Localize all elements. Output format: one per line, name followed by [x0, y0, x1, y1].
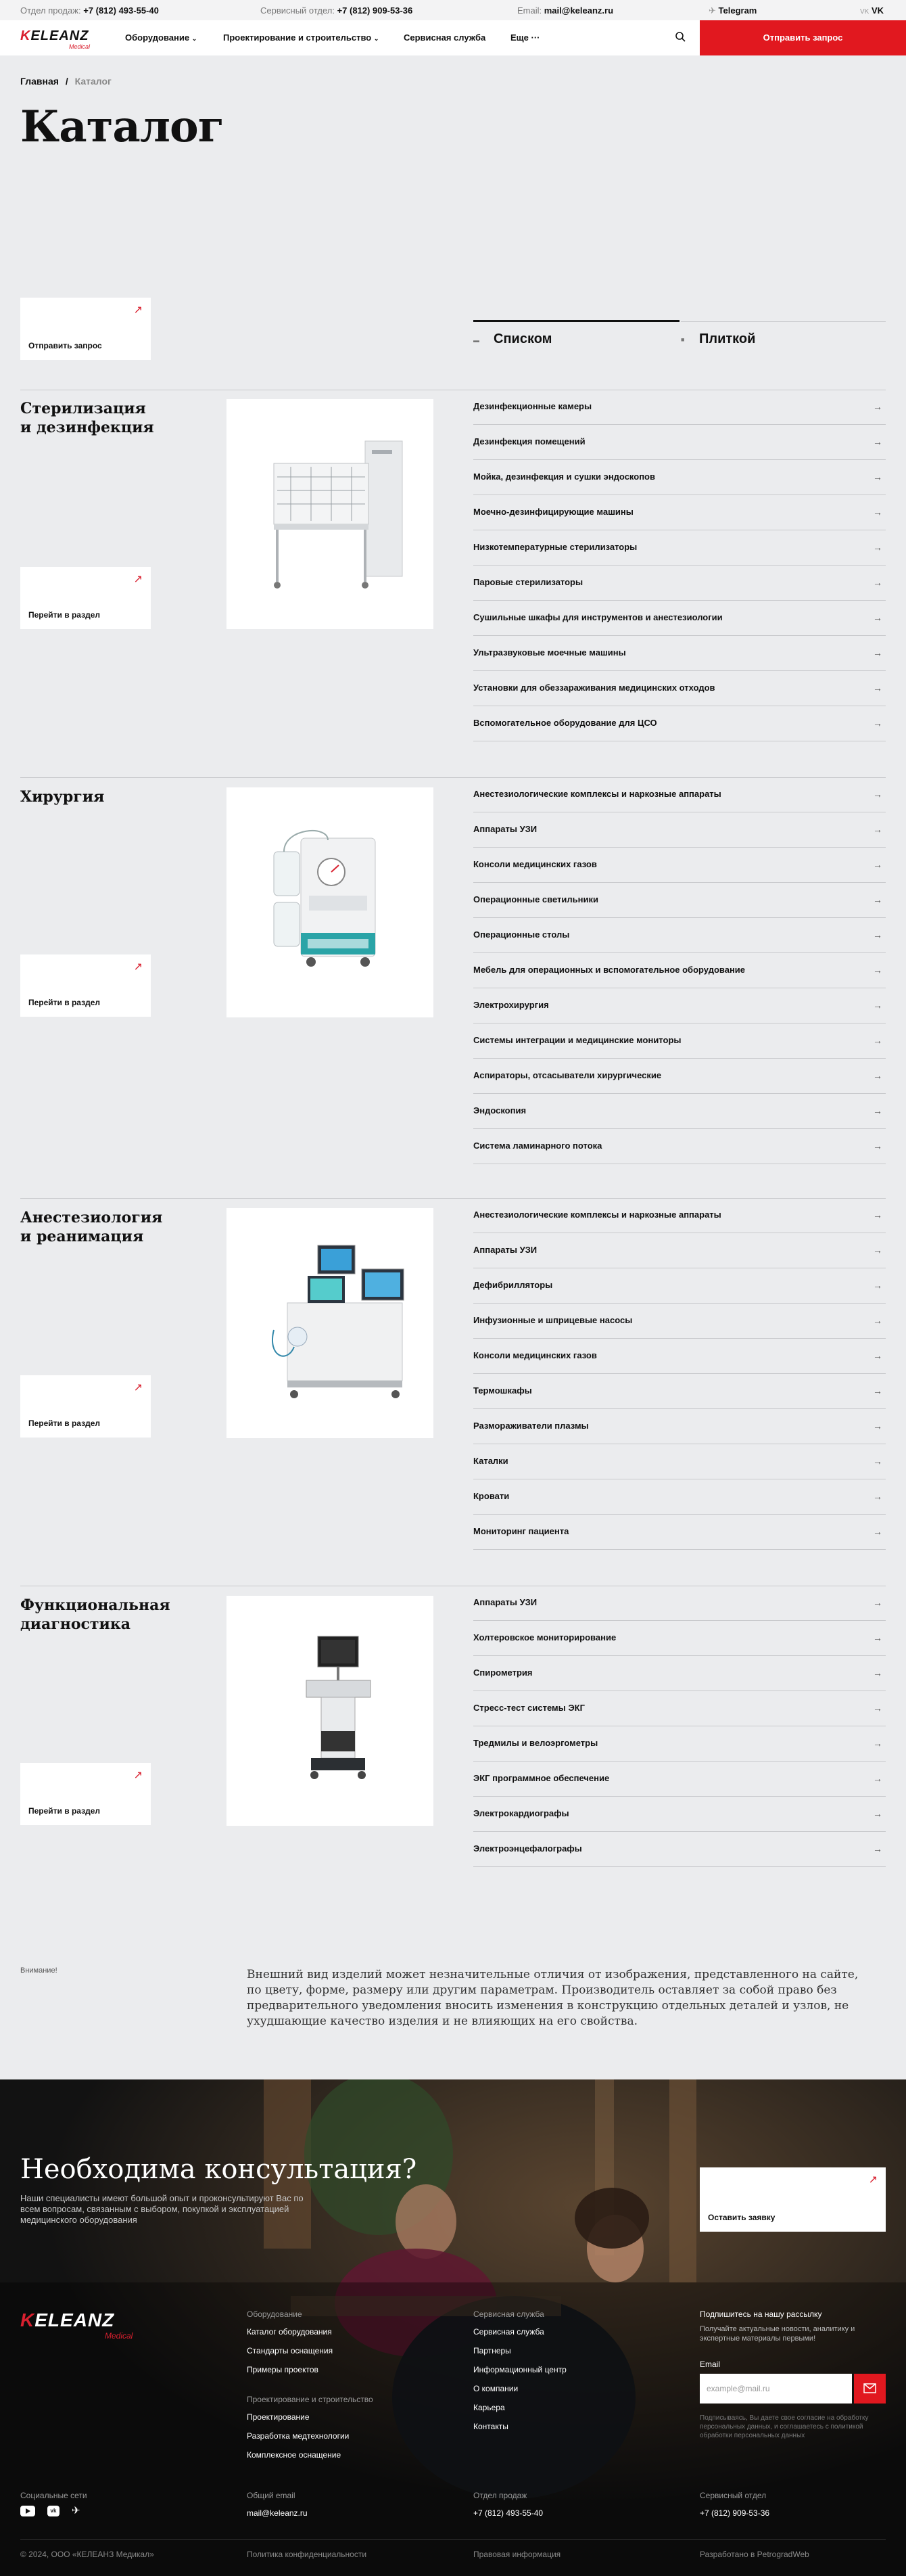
list-item[interactable]: Кровати →: [473, 1479, 886, 1515]
footer-link[interactable]: Контакты: [473, 2422, 508, 2431]
list-item[interactable]: Ультразвуковые моечные машины →: [473, 636, 886, 671]
consultation-title: Необходима консультация?: [20, 2154, 417, 2185]
list-item[interactable]: Установки для обеззараживания медицинских отходов →: [473, 671, 886, 706]
more-dots-icon: ···: [531, 32, 540, 43]
list-item[interactable]: Низкотемпературные стерилизаторы →: [473, 530, 886, 566]
footer-link[interactable]: Информационный центр: [473, 2365, 567, 2374]
mail-icon: [854, 2374, 886, 2404]
nav-service[interactable]: Сервисная служба: [404, 32, 486, 43]
breadcrumb-home[interactable]: Главная: [20, 76, 59, 87]
footer-service-phone[interactable]: +7 (812) 909-53-36: [700, 2508, 770, 2518]
arrow-right-icon: →: [873, 1738, 882, 1749]
list-item[interactable]: Моечно-дезинфицирующие машины →: [473, 495, 886, 530]
arrow-right-icon: →: [873, 1491, 882, 1502]
breadcrumb: Главная / Каталог: [20, 76, 112, 87]
footer-link[interactable]: Проектирование: [247, 2412, 310, 2422]
view-grid-tab[interactable]: ■ Плиткой: [681, 331, 756, 346]
arrow-right-icon: →: [873, 401, 882, 412]
arrow-right-icon: →: [873, 542, 882, 553]
arrow-right-icon: →: [873, 789, 882, 800]
section-image-aspirator[interactable]: [226, 787, 433, 1017]
section-title-diagnostics[interactable]: Функциональная диагностика: [20, 1596, 170, 1633]
consultation-subtitle: Наши специалисты имеют большой опыт и проконсультируют Вас по всем вопросам, связанным с выбором, покупкой и эксплуатацией медицинского оборудования: [20, 2193, 304, 2225]
service-contact[interactable]: Сервисный отдел: +7 (812) 909-53-36: [260, 5, 413, 16]
footer-link[interactable]: Сервисная служба: [473, 2327, 544, 2337]
list-item[interactable]: Холтеровское мониторирование →: [473, 1621, 886, 1656]
arrow-right-icon: →: [873, 1105, 882, 1116]
list-item[interactable]: Аппараты УЗИ →: [473, 812, 886, 848]
list-item[interactable]: Каталки →: [473, 1444, 886, 1479]
arrow-right-icon: →: [873, 1315, 882, 1326]
arrow-right-icon: →: [873, 1035, 882, 1046]
arrow-right-icon: →: [873, 1385, 882, 1396]
arrow-up-right-icon: ↗: [133, 1382, 143, 1394]
arrow-right-icon: →: [873, 1350, 882, 1361]
list-item[interactable]: Электрохирургия →: [473, 988, 886, 1024]
footer-link[interactable]: Стандарты оснащения: [247, 2346, 333, 2355]
list-item[interactable]: Спирометрия →: [473, 1656, 886, 1691]
arrow-right-icon: →: [873, 1632, 882, 1643]
list-item[interactable]: Мойка, дезинфекция и сушки эндоскопов →: [473, 460, 886, 495]
arrow-right-icon: →: [873, 1280, 882, 1291]
list-item[interactable]: Электрокардиографы →: [473, 1797, 886, 1832]
subscribe-submit-button[interactable]: [854, 2374, 886, 2404]
list-item[interactable]: Электроэнцефалографы →: [473, 1832, 886, 1867]
arrow-up-right-icon: ↗: [133, 304, 143, 316]
list-item[interactable]: Размораживатели плазмы →: [473, 1409, 886, 1444]
nav-design[interactable]: Проектирование и строительство ⌄: [223, 32, 379, 43]
section-image-sterilizer[interactable]: [226, 399, 433, 629]
arrow-right-icon: →: [873, 965, 882, 975]
footer-link[interactable]: Примеры проектов: [247, 2365, 318, 2374]
footer-link[interactable]: Каталог оборудования: [247, 2327, 332, 2337]
subscribe-text: Получайте актуальные новости, аналитику и экспертные материалы первыми!: [700, 2325, 855, 2343]
list-item[interactable]: Дезинфекция помещений →: [473, 425, 886, 460]
arrow-up-right-icon: ↗: [133, 574, 143, 585]
arrow-right-icon: →: [873, 824, 882, 835]
list-item[interactable]: Дезинфекционные камеры →: [473, 390, 886, 425]
list-item[interactable]: Инфузионные и шприцевые насосы →: [473, 1304, 886, 1339]
list-item[interactable]: Консоли медицинских газов →: [473, 1339, 886, 1374]
arrow-right-icon: →: [873, 647, 882, 658]
arrow-right-icon: →: [873, 894, 882, 905]
breadcrumb-current: Каталог: [74, 76, 112, 87]
list-item[interactable]: Стресс-тест системы ЭКГ →: [473, 1691, 886, 1726]
list-item[interactable]: Консоли медицинских газов →: [473, 848, 886, 883]
list-item[interactable]: Система ламинарного потока →: [473, 1129, 886, 1164]
arrow-right-icon: →: [873, 577, 882, 588]
arrow-right-icon: →: [873, 1597, 882, 1608]
section-link-sterilization[interactable]: ↗ Перейти в раздел: [20, 567, 151, 629]
arrow-right-icon: →: [873, 1668, 882, 1678]
arrow-right-icon: →: [873, 1141, 882, 1151]
footer-link[interactable]: Комплексное оснащение: [247, 2450, 341, 2460]
vk-icon: VK: [860, 8, 869, 16]
section-link-surgery[interactable]: ↗ Перейти в раздел: [20, 954, 151, 1017]
arrow-up-right-icon: ↗: [868, 2174, 878, 2186]
list-item[interactable]: Вспомогательное оборудование для ЦСО →: [473, 706, 886, 741]
list-item[interactable]: Мебель для операционных и вспомогательное оборудование →: [473, 953, 886, 988]
section-title-surgery[interactable]: Хирургия: [20, 788, 105, 806]
arrow-right-icon: →: [873, 1526, 882, 1537]
youtube-icon[interactable]: [20, 2506, 35, 2516]
arrow-right-icon: →: [873, 683, 882, 693]
footer-email-link[interactable]: mail@keleanz.ru: [247, 2508, 308, 2518]
arrow-right-icon: →: [873, 1703, 882, 1714]
logo[interactable]: KELEANZ Medical: [20, 28, 91, 50]
arrow-right-icon: →: [873, 1843, 882, 1854]
arrow-right-icon: →: [873, 1456, 882, 1467]
list-item[interactable]: ЭКГ программное обеспечение →: [473, 1762, 886, 1797]
arrow-right-icon: →: [873, 1245, 882, 1256]
footer-link[interactable]: Разработка медтехнологии: [247, 2431, 350, 2441]
telegram-icon[interactable]: ✈: [72, 2505, 80, 2516]
list-item[interactable]: Аппараты УЗИ →: [473, 1233, 886, 1268]
category-list-diagnostics: [473, 1586, 886, 1867]
section-title-anesthesiology[interactable]: Анестезиология и реанимация: [20, 1209, 163, 1245]
arrow-right-icon: →: [873, 1210, 882, 1220]
list-item[interactable]: Анестезиологические комплексы и наркозные аппараты →: [473, 777, 886, 812]
top-info-bar: [0, 0, 906, 20]
view-list-tab[interactable]: ▬ Списком: [473, 331, 552, 346]
footer-link[interactable]: Карьера: [473, 2403, 505, 2412]
list-item[interactable]: Мониторинг пациента →: [473, 1515, 886, 1550]
category-list-sterilization: [473, 390, 886, 741]
sales-contact[interactable]: Отдел продаж: +7 (812) 493-55-40: [20, 5, 159, 16]
consent-text: Подписываясь, Вы даете свое согласие на обработку персональных данных, и соглашаетесь с политикой обработки персональных данных: [700, 2414, 869, 2439]
footer-sales-phone[interactable]: +7 (812) 493-55-40: [473, 2508, 544, 2518]
list-icon: ▬: [473, 337, 479, 344]
list-item[interactable]: Анестезиологические комплексы и наркозные аппараты →: [473, 1198, 886, 1233]
email-contact[interactable]: Email: mail@keleanz.ru: [517, 5, 614, 16]
section-image-ultrasound[interactable]: [226, 1596, 433, 1826]
footer-logo[interactable]: KELEANZ Medical: [20, 2309, 133, 2341]
telegram-icon: ✈: [709, 5, 716, 16]
footer-link[interactable]: О компании: [473, 2384, 519, 2393]
arrow-right-icon: →: [873, 436, 882, 447]
privacy-link[interactable]: Политика конфиденциальности: [247, 2550, 367, 2559]
list-item[interactable]: Сушильные шкафы для инструментов и анестезиологии →: [473, 601, 886, 636]
section-image-anesthesia-station[interactable]: [226, 1208, 433, 1438]
developer-link[interactable]: Разработано в PetrogradWeb: [700, 2550, 809, 2559]
section-link-anesthesiology[interactable]: ↗ Перейти в раздел: [20, 1375, 151, 1438]
arrow-right-icon: →: [873, 507, 882, 518]
footer: Необходима консультация? Наши специалисты имеют большой опыт и проконсультируют Вас по всем вопросам, связанным с выбором, покупкой и эксплуатацией медицинского оборудования ↗ Оставить заявку KELEANZ Medical Оборудование Каталог оборудования Стандарты оснащения Примеры проектов Проектирование и строительство Проектирование Разработка медтехнологии Комплексное оснащение Сервисная служба Сервисная служба Партнеры Информационный центр О компании Карьера Контакты Подпишитесь на нашу рассылку Получайте актуальные новости, аналитику и экспертные материалы первыми! Email example@mail.ru Подписываясь, Вы даете свое согласие на обработку персональных данных, и соглашаетесь с политикой обработки персональных данных Социальные сети vk ✈ Общий email mail@keleanz.ru Отдел продаж +7 (812) 493-55-40 Сервисный отдел +7 (812) 909-53-36 © 2024, ООО «КЕЛЕАНЗ Медикал» Политика конфиденциальности Правовая информация Разработано в PetrogradWeb: [0, 2079, 906, 2576]
list-item[interactable]: Термошкафы →: [473, 1374, 886, 1409]
arrow-right-icon: →: [873, 472, 882, 482]
leave-request-card[interactable]: ↗ Оставить заявку: [700, 2167, 886, 2232]
subscribe-email-input[interactable]: example@mail.ru: [700, 2374, 852, 2404]
arrow-right-icon: →: [873, 718, 882, 729]
arrow-right-icon: →: [873, 1070, 882, 1081]
send-request-card[interactable]: ↗ Отправить запрос: [20, 298, 151, 360]
arrow-up-right-icon: ↗: [133, 1770, 143, 1781]
nav-more[interactable]: Еще ···: [510, 32, 540, 43]
list-item[interactable]: Тредмилы и велоэргометры →: [473, 1726, 886, 1762]
vk-icon[interactable]: vk: [47, 2506, 59, 2516]
category-list-anesthesiology: [473, 1198, 886, 1550]
notice-text: Внешний вид изделий может незначительные отличия от изображения, представленного на сайте, по цвету, форме, размеру или другим параметрам. Производитель оставляет за собой право без предварительного уведомления вносить изменения в конструкцию отдельных деталей и узлов, не ухудшающие качество изделия и не влияющих на его свойства.: [247, 1968, 859, 2028]
list-item[interactable]: Эндоскопия →: [473, 1094, 886, 1129]
list-item[interactable]: Паровые стерилизаторы →: [473, 566, 886, 601]
section-link-diagnostics[interactable]: ↗ Перейти в раздел: [20, 1763, 151, 1825]
arrow-right-icon: →: [873, 1421, 882, 1431]
nav-equipment[interactable]: Оборудование ⌄: [125, 32, 197, 43]
telegram-link[interactable]: ✈ Telegram: [709, 5, 757, 16]
arrow-right-icon: →: [873, 612, 882, 623]
page-title: Каталог: [20, 101, 224, 152]
legal-info-link[interactable]: Правовая информация: [473, 2550, 561, 2559]
subscribe-title: Подпишитесь на нашу рассылку: [700, 2309, 822, 2319]
category-list-surgery: [473, 777, 886, 1164]
list-item[interactable]: Дефибрилляторы →: [473, 1268, 886, 1304]
list-item[interactable]: Системы интеграции и медицинские мониторы →: [473, 1024, 886, 1059]
chevron-down-icon: ⌄: [373, 35, 379, 42]
list-item[interactable]: Операционные столы →: [473, 918, 886, 953]
arrow-up-right-icon: ↗: [133, 961, 143, 973]
arrow-right-icon: →: [873, 929, 882, 940]
arrow-right-icon: →: [873, 1773, 882, 1784]
footer-link[interactable]: Партнеры: [473, 2346, 511, 2355]
list-item[interactable]: Аспираторы, отсасыватели хирургические →: [473, 1059, 886, 1094]
search-icon[interactable]: [675, 31, 686, 45]
section-title-sterilization[interactable]: Стерилизация и дезинфекция: [20, 400, 154, 436]
send-request-button[interactable]: Отправить запрос: [700, 20, 906, 55]
arrow-right-icon: →: [873, 1000, 882, 1011]
vk-link[interactable]: VK VK: [860, 5, 884, 16]
list-item[interactable]: Аппараты УЗИ →: [473, 1586, 886, 1621]
notice-label: Внимание!: [20, 1967, 57, 1975]
arrow-right-icon: →: [873, 859, 882, 870]
chevron-down-icon: ⌄: [191, 35, 197, 42]
arrow-right-icon: →: [873, 1808, 882, 1819]
grid-icon: ■: [681, 336, 685, 343]
copyright: © 2024, ООО «КЕЛЕАНЗ Медикал»: [20, 2550, 154, 2559]
list-item[interactable]: Операционные светильники →: [473, 883, 886, 918]
